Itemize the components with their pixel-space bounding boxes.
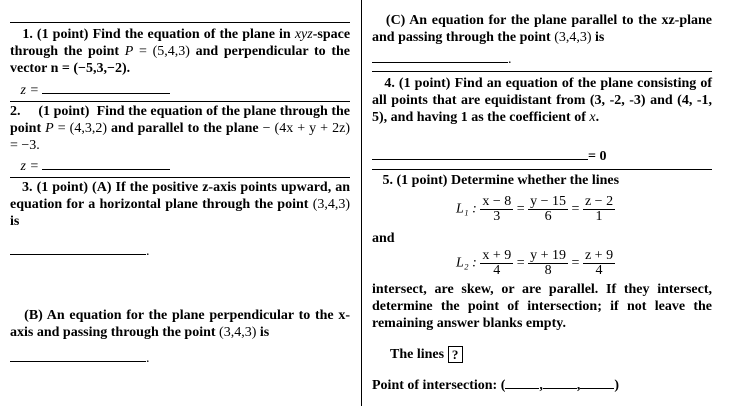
numerator: y − 15	[530, 194, 567, 209]
points-label: (1 point)	[36, 180, 89, 195]
problem-text: Find the equation of the plane in	[92, 27, 291, 42]
problem-text: Find the equation of the plane through the point	[10, 104, 351, 136]
numerator: x − 8	[482, 194, 512, 209]
fraction	[583, 249, 615, 278]
comma: ,	[539, 378, 543, 394]
problem-number: 5.	[382, 173, 393, 188]
problem-3-rule	[10, 177, 350, 178]
line-label: L₁ :	[456, 201, 477, 217]
problem-text: Find an equation of the plane consisting of all points that are equidistant from (3, -2, -3) and (4, -1, 5), and having 1 as the coefficient of	[372, 76, 713, 125]
numerator: z + 9	[584, 248, 614, 263]
problem-4	[372, 75, 712, 126]
problem-4-rule	[372, 71, 712, 72]
points-label: (1 point)	[36, 27, 89, 42]
points-label: (1 point)	[396, 173, 448, 188]
problem-3a-answer: .	[10, 242, 350, 260]
line-label: L₂ :	[456, 255, 477, 271]
right-column	[372, 0, 712, 394]
problem-text: -space through the point	[10, 27, 351, 59]
answer-input[interactable]	[10, 242, 146, 255]
space-var: xyz	[294, 27, 313, 42]
problem-3b	[10, 307, 350, 341]
answer-input[interactable]	[372, 50, 508, 63]
answer-label: z =	[20, 159, 39, 174]
and-text: and	[372, 231, 395, 246]
denominator: 4	[595, 263, 603, 278]
equals-zero: = 0	[588, 149, 607, 164]
points-label: (1 point)	[38, 104, 90, 119]
problem-text: (A) If the positive z-axis points upward, an equation for a horizontal plane through the point	[10, 180, 350, 212]
problem-number: 4.	[384, 76, 395, 91]
vector-text: n = (−5,3,−2).	[50, 61, 131, 76]
left-column	[10, 0, 350, 367]
numerator: x + 9	[482, 248, 512, 263]
problem-text: (B) An equation for the plane perpendicular to the x-axis and passing through the point	[10, 308, 350, 340]
poi-x-input[interactable]	[505, 376, 539, 389]
point-value: = (4,3,2)	[57, 121, 107, 136]
numerator: y + 19	[530, 248, 567, 263]
fraction	[528, 249, 568, 278]
close-paren: )	[614, 378, 620, 394]
line-L2: L₂ : $\frac{x + 9}{4}$ = $\frac{y + 19}{8}$ = $\frac{z + 9}{4}$	[456, 248, 614, 278]
denominator: 1	[595, 209, 603, 224]
coef-var: x	[589, 110, 596, 125]
answer-input[interactable]	[10, 349, 146, 362]
numerator: z − 2	[584, 194, 614, 209]
column-divider	[361, 0, 362, 406]
answer-label: z =	[20, 83, 39, 98]
problem-text: and perpendicular to the vector	[10, 44, 350, 76]
denominator: 3	[493, 209, 501, 224]
answer-input[interactable]	[372, 147, 588, 160]
problem-4-answer	[372, 147, 712, 165]
poi-z-input[interactable]	[580, 376, 614, 389]
fraction	[480, 195, 513, 224]
answer-input[interactable]	[42, 81, 170, 94]
poi-label: Point of intersection: (	[372, 378, 506, 394]
problem-number: 1.	[22, 27, 33, 42]
problem-number: 2.	[10, 104, 21, 119]
fraction	[528, 195, 568, 224]
problem-3c-answer: .	[372, 50, 712, 68]
problem-5	[372, 172, 712, 189]
plane-equation: − (4x + y + 2z) = −3.	[10, 121, 350, 153]
period: .	[595, 110, 600, 125]
lines-label: The lines	[390, 347, 445, 362]
fraction	[583, 195, 615, 224]
problem-text: is	[10, 214, 20, 229]
problem-5-rule	[372, 169, 712, 170]
answer-input[interactable]	[42, 157, 170, 170]
problem-3	[10, 179, 350, 230]
problem-2	[10, 103, 350, 154]
problem-text: is	[259, 325, 270, 340]
fraction	[480, 249, 513, 278]
denominator: 6	[544, 209, 552, 224]
poi-row	[372, 376, 712, 394]
problem-text: and parallel to the plane	[111, 121, 259, 136]
problem-1	[10, 26, 350, 77]
problem-3c	[372, 12, 712, 46]
problem-1-rule	[10, 22, 350, 23]
point-label: P	[124, 44, 134, 59]
lines-select[interactable]: ?	[448, 346, 463, 363]
problem-text: Determine whether the lines	[450, 173, 620, 188]
problem-text: (C) An equation for the plane parallel to the xz-plane and passing through the point	[372, 13, 713, 45]
comma: ,	[576, 378, 581, 394]
point-value: (3,4,3)	[312, 197, 351, 212]
problem-2-rule	[10, 101, 350, 102]
problem-3b-answer: .	[10, 349, 350, 367]
problem-2-answer	[10, 157, 350, 175]
points-label: (1 point)	[398, 76, 451, 91]
problem-number: 3.	[22, 180, 33, 195]
problem-text: is	[595, 30, 605, 45]
point-label: P	[45, 121, 54, 136]
denominator: 8	[544, 263, 552, 278]
denominator: 4	[493, 263, 501, 278]
point-value: (3,4,3)	[219, 325, 257, 340]
point-value: (3,4,3)	[554, 30, 592, 45]
point-value: = (5,4,3)	[139, 44, 190, 59]
problem-5-question: intersect, are skew, or are parallel. If they intersect, determine the point of intersection; if not leave the remaining answer blanks empty.	[372, 282, 712, 331]
line-L1: L₁ : $\frac{x - 8}{3}$ = $\frac{y - 15}{6}$ = $\frac{z - 2}{1}$	[456, 194, 614, 224]
problem-1-answer	[10, 81, 350, 99]
lines-row	[390, 346, 712, 363]
poi-y-input[interactable]	[543, 376, 577, 389]
